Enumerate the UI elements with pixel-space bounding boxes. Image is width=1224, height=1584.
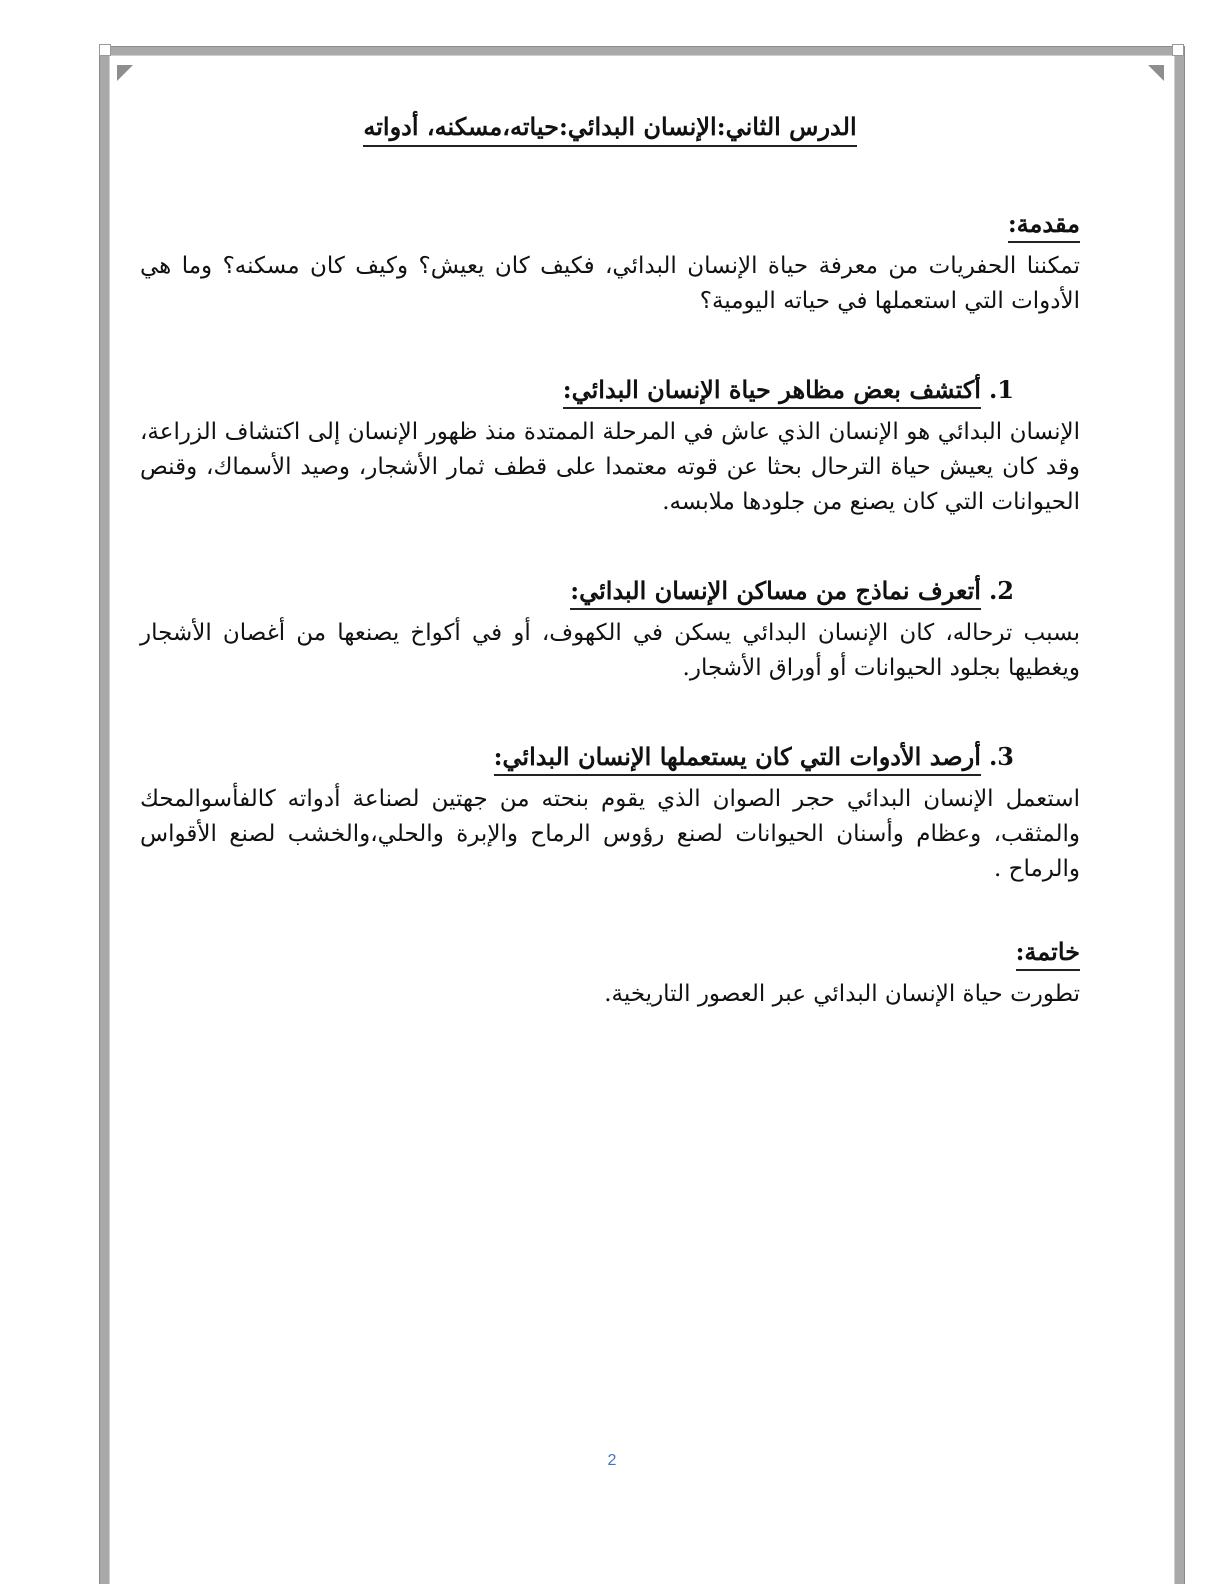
document-body xyxy=(140,100,1080,1012)
page-border-top xyxy=(99,46,1185,56)
border-corner-ornament-left xyxy=(99,44,111,56)
introduction-text: تمكننا الحفريات من معرفة حياة الإنسان البدائي، فكيف كان يعيش؟ وكيف كان مسكنه؟ وما هي الأدوات التي استعملها في حياته اليومية؟ xyxy=(140,253,1080,314)
page-border-right xyxy=(1174,46,1185,1584)
lesson-title-text: الدرس الثاني:الإنسان البدائي:حياته،مسكنه، أدواته xyxy=(363,112,856,147)
corner-triangle-left xyxy=(117,65,133,81)
page-border-left xyxy=(99,46,110,1584)
section-number-3: 3. xyxy=(988,742,1014,771)
section-text-3: استعمل الإنسان البدائي حجر الصوان الذي يقوم بنحته من جهتين لصناعة أدواته كالفأسوالمحك والمثقب، وعظام وأسنان الحيوانات لصنع رؤوس الرماح والإبرة والحلي،والخشب لصنع الأقواس والرماح . xyxy=(140,786,1080,882)
conclusion-heading: خاتمة: xyxy=(140,937,1080,971)
section-text-2: بسبب ترحاله، كان الإنسان البدائي يسكن في الكهوف، أو في أكواخ يصنعها من أغصان الأشجار ويغطيها بجلود الحيوانات أو أوراق الأشجار. xyxy=(140,620,1080,681)
introduction-heading: مقدمة: xyxy=(140,209,1080,243)
corner-triangle-right xyxy=(1148,65,1164,81)
section-heading-1 xyxy=(140,375,1080,409)
section-number-1: 1. xyxy=(988,375,1014,404)
section-text-1: الإنسان البدائي هو الإنسان الذي عاش في المرحلة الممتدة منذ ظهور الإنسان إلى اكتشاف الزراعة، وقد كان يعيش حياة الترحال بحثا عن قوته معتمدا على قطف ثمار الأشجار، وصيد الأسماك، وقنص الحيوانات التي كان يصنع من جلودها ملابسه. xyxy=(140,419,1080,515)
section-heading-text-3: أرصد الأدوات التي كان يستعملها الإنسان البدائي: xyxy=(494,742,981,776)
section-heading-2 xyxy=(140,576,1080,610)
lesson-title xyxy=(140,112,1080,147)
section-heading-text-1: أكتشف بعض مظاهر حياة الإنسان البدائي: xyxy=(563,375,981,409)
section-heading-text-2: أتعرف نماذج من مساكن الإنسان البدائي: xyxy=(570,576,981,610)
section-number-2: 2. xyxy=(988,576,1014,605)
border-corner-ornament-right xyxy=(1172,44,1184,56)
conclusion-text: تطورت حياة الإنسان البدائي عبر العصور التاريخية. xyxy=(604,981,1080,1007)
page-number: 2 xyxy=(607,1452,617,1469)
section-heading-3 xyxy=(140,742,1080,776)
